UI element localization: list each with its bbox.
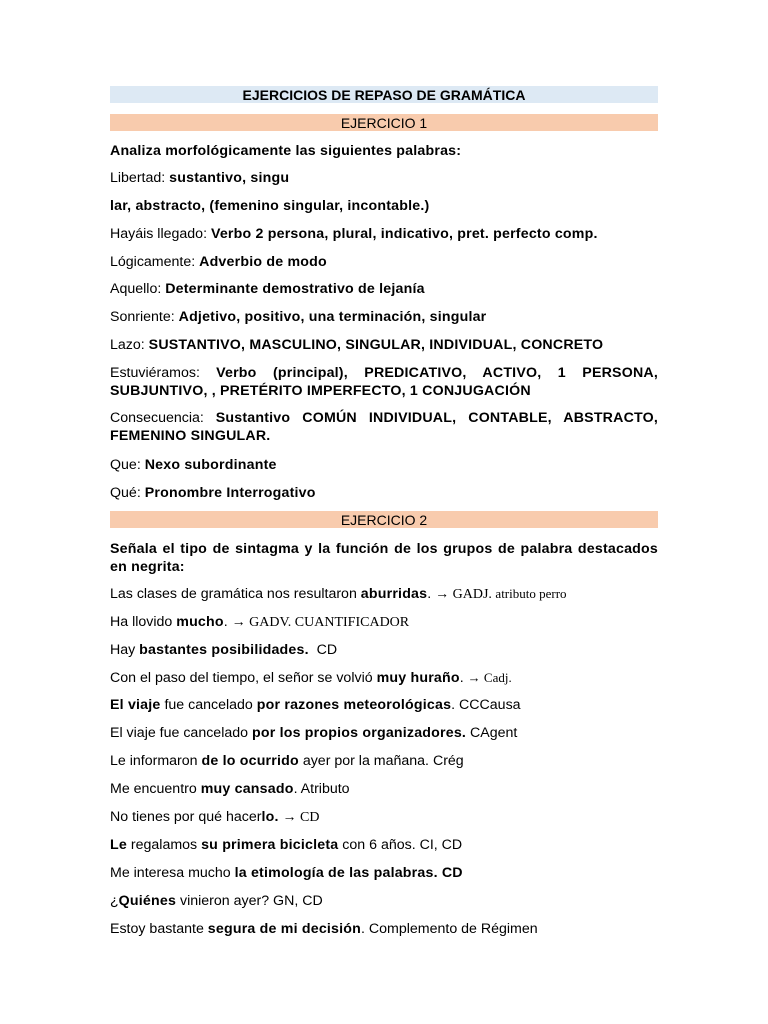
item-word: Aquello: — [110, 281, 166, 297]
item-answer: Determinante demostrativo de lejanía — [165, 281, 425, 297]
instruction-text: Analiza morfológicamente las siguientes palabras: — [110, 143, 462, 159]
analysis-item-que — [110, 456, 658, 474]
analysis-item-hayais-llegado — [110, 225, 658, 243]
sentence-12 — [110, 892, 658, 910]
item-answer: lar, abstracto, (femenino singular, incontable.) — [110, 198, 430, 214]
sentence-text: Me interesa mucho — [110, 865, 235, 881]
highlighted-phrase: aburridas — [360, 586, 428, 602]
highlighted-phrase: muy huraño — [376, 670, 460, 686]
answer-text: → Cadj. — [467, 670, 512, 685]
highlighted-phrase: Le — [110, 837, 127, 853]
item-word: Lazo: — [110, 337, 149, 353]
answer-text: CD — [308, 642, 338, 658]
highlighted-phrase: por razones meteorológicas — [256, 697, 452, 713]
highlighted-phrase: de lo ocurrido — [201, 753, 299, 769]
answer-text: ayer por la mañana. Crég — [298, 753, 464, 769]
highlighted-phrase: la etimología de las palabras. CD — [234, 865, 463, 881]
ejercicio-1-instruction — [110, 142, 658, 160]
sentence-text: Hay — [110, 642, 140, 658]
sentence-text: . — [427, 586, 436, 602]
item-word: Lógicamente: — [110, 254, 200, 270]
item-answer: Adjetivo, positivo, una terminación, singular — [178, 309, 487, 325]
document-title: EJERCICIOS DE REPASO DE GRAMÁTICA — [110, 86, 658, 103]
sentence-4 — [110, 669, 658, 687]
answer-text: con 6 años. CI, CD — [338, 837, 463, 853]
answer-note: atributo perro — [495, 586, 567, 601]
highlighted-phrase: El viaje — [110, 697, 161, 713]
highlighted-phrase: por los propios organizadores. — [251, 725, 467, 741]
item-word: Libertad: — [110, 170, 170, 186]
analysis-item-que-interrogativo — [110, 484, 658, 502]
sentence-text: El viaje fue cancelado — [110, 725, 252, 741]
sentence-11 — [110, 864, 658, 882]
sentence-text: Con el paso del tiempo, el señor se volvió — [110, 670, 377, 686]
answer-text: vinieron ayer? GN, CD — [176, 893, 323, 909]
highlighted-phrase: lo. — [261, 809, 279, 825]
answer-text: → GADJ. — [435, 587, 496, 602]
sentence-text: regalamos — [126, 837, 202, 853]
instruction-text: Señala el tipo de sintagma y la función de los grupos de palabra destacados en negrita: — [110, 541, 658, 575]
sentence-text: . — [223, 614, 232, 630]
item-answer: Adverbio de modo — [199, 254, 327, 270]
item-word: Sonriente: — [110, 309, 179, 325]
highlighted-phrase: segura de mi decisión — [207, 921, 362, 937]
item-word: Hayáis llegado: — [110, 226, 211, 242]
analysis-item-sonriente — [110, 308, 658, 326]
highlighted-phrase: Quiénes — [118, 893, 177, 909]
analysis-item-libertad-cont — [110, 197, 658, 215]
sentence-text: . — [459, 670, 468, 686]
sentence-7 — [110, 752, 658, 770]
highlighted-phrase: su primera bicicleta — [201, 837, 339, 853]
item-answer: Nexo subordinante — [144, 457, 277, 473]
answer-text: → GADV. CUANTIFICADOR — [231, 615, 410, 630]
highlighted-phrase: mucho — [176, 614, 224, 630]
sentence-13 — [110, 920, 658, 938]
sentence-6 — [110, 724, 658, 742]
item-answer: Sustantivo COMÚN INDIVIDUAL, CONTABLE, ABSTRACTO, FEMENINO SINGULAR. — [110, 410, 659, 444]
sentence-5 — [110, 696, 658, 714]
ejercicio-2-instruction — [110, 540, 658, 576]
answer-text: . CCCausa — [451, 697, 521, 713]
item-answer: sustantivo, singu — [169, 170, 290, 186]
sentence-text: Me encuentro — [110, 781, 201, 797]
sentence-text: Le informaron — [110, 753, 202, 769]
sentence-text: No tienes por qué hacer — [110, 809, 262, 825]
sentence-2 — [110, 613, 658, 632]
sentence-1 — [110, 585, 658, 604]
analysis-item-lazo — [110, 336, 658, 354]
ejercicio-2-heading: EJERCICIO 2 — [110, 511, 658, 528]
sentence-3 — [110, 641, 658, 659]
analysis-item-logicamente — [110, 253, 658, 271]
analysis-item-aquello — [110, 280, 658, 298]
analysis-item-estuvieramos — [110, 364, 658, 400]
ejercicio-1-heading: EJERCICIO 1 — [110, 114, 658, 131]
highlighted-phrase: muy cansado — [200, 781, 294, 797]
item-answer: SUSTANTIVO, MASCULINO, SINGULAR, INDIVIDUAL, CONCRETO — [148, 337, 604, 353]
sentence-text: ¿ — [110, 893, 119, 909]
sentence-9 — [110, 808, 658, 827]
item-word: Estuviéramos: — [110, 365, 217, 381]
analysis-item-libertad — [110, 169, 658, 187]
item-word: Que: — [110, 457, 145, 473]
answer-text: CAgent — [466, 725, 518, 741]
sentence-10 — [110, 836, 658, 854]
sentence-text: Las clases de gramática nos resultaron — [110, 586, 361, 602]
item-answer: Verbo (principal), PREDICATIVO, ACTIVO, 1 PERSONA, SUBJUNTIVO, , PRETÉRITO IMPERFECTO, 1 CONJUGACIÓN — [110, 365, 658, 399]
highlighted-phrase: bastantes posibilidades. — [139, 642, 309, 658]
sentence-8 — [110, 780, 658, 798]
answer-text: → CD — [282, 810, 320, 825]
sentence-text: fue cancelado — [160, 697, 257, 713]
item-answer: Pronombre Interrogativo — [144, 485, 316, 501]
answer-text: . Atributo — [293, 781, 350, 797]
answer-text: . Complemento de Régimen — [361, 921, 538, 937]
item-word: Consecuencia: — [110, 410, 216, 426]
item-word: Qué: — [110, 485, 145, 501]
analysis-item-consecuencia — [110, 409, 658, 445]
sentence-text: Ha llovido — [110, 614, 177, 630]
item-answer: Verbo 2 persona, plural, indicativo, pret. perfecto comp. — [210, 226, 598, 242]
sentence-text: Estoy bastante — [110, 921, 208, 937]
